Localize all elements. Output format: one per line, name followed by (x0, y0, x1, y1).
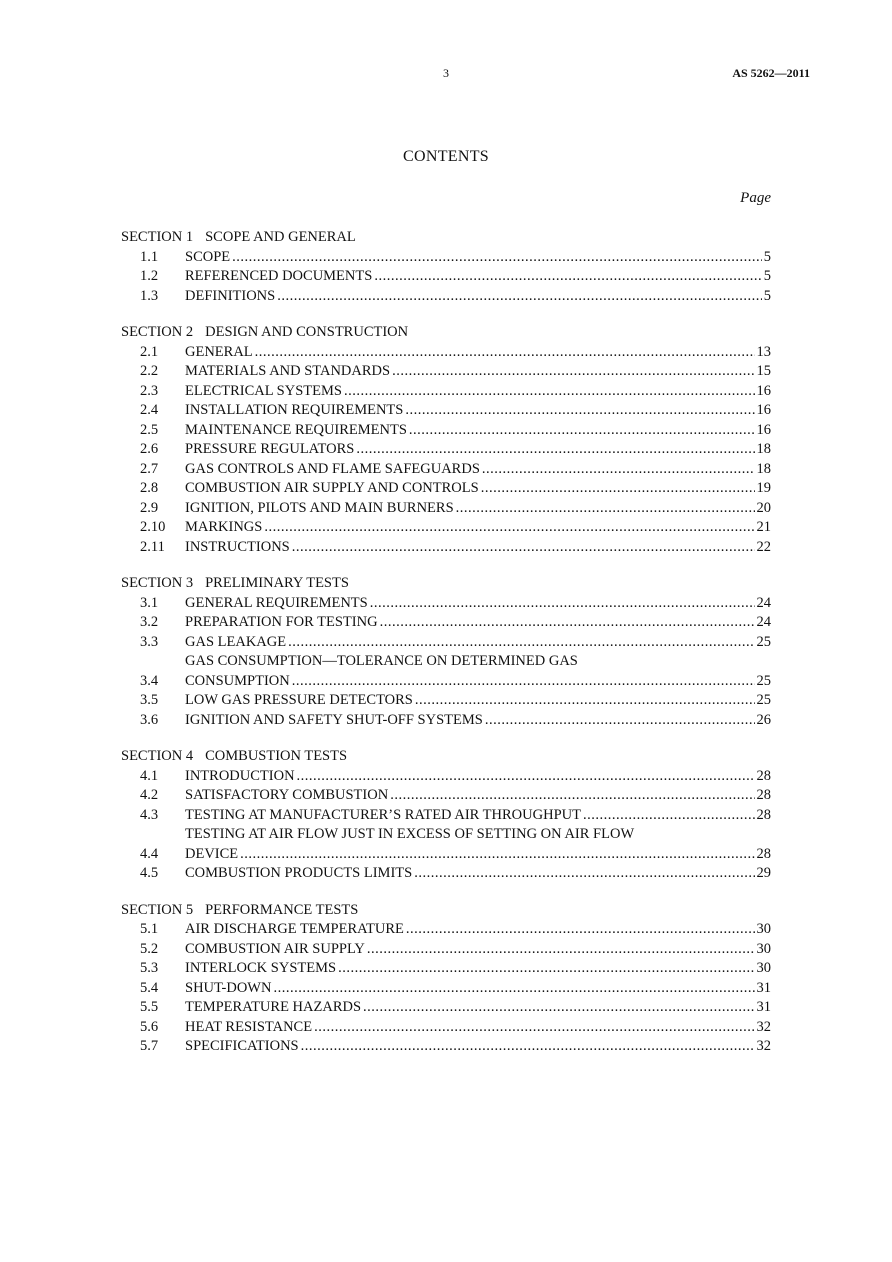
dot-leader (297, 767, 755, 787)
page-ref: 22 (756, 538, 771, 555)
toc-entry[interactable] (121, 940, 771, 960)
section-title: COMBUSTION TESTS (205, 748, 348, 764)
clause-number: 2.4 (140, 402, 159, 418)
clause-title: AIR DISCHARGE TEMPERATURE (185, 921, 404, 937)
section-heading (121, 228, 771, 248)
section-title: DESIGN AND CONSTRUCTION (205, 324, 409, 340)
standard-designation: AS 5262—2011 (732, 66, 810, 80)
section-heading (121, 901, 771, 921)
clause-number: 1.3 (140, 287, 159, 304)
toc-entry[interactable] (121, 864, 771, 884)
clause-title: COMBUSTION PRODUCTS LIMITS (185, 865, 413, 881)
clause-title: LOW GAS PRESSURE DETECTORS (185, 692, 413, 708)
page-ref: 30 (756, 940, 771, 957)
dot-leader (415, 691, 755, 711)
toc-entry[interactable] (121, 1018, 771, 1038)
toc-section (121, 323, 771, 557)
dot-leader (405, 401, 754, 421)
clause-number: 2.5 (140, 421, 159, 438)
toc-entry[interactable] (121, 825, 771, 864)
toc-entry[interactable] (121, 382, 771, 402)
dot-leader (264, 518, 754, 538)
section-number: SECTION 4 (121, 748, 194, 764)
clause-title-line: GAS CONSUMPTION—TOLERANCE ON DETERMINED GAS (185, 653, 578, 669)
section-number: SECTION 1 (121, 229, 194, 245)
section-number: SECTION 5 (121, 901, 194, 918)
toc-entry[interactable] (121, 613, 771, 633)
dot-leader (380, 613, 755, 633)
toc-entry[interactable] (121, 499, 771, 519)
clause-number: 1.1 (140, 248, 159, 265)
page-ref: 5 (763, 248, 771, 265)
clause-title: GENERAL REQUIREMENTS (185, 594, 368, 611)
clause-number: 2.1 (140, 343, 159, 360)
page-ref: 21 (756, 519, 771, 535)
section-number: SECTION 3 (121, 575, 194, 591)
dot-leader (292, 538, 755, 558)
toc-section (121, 747, 771, 884)
section-heading (121, 574, 771, 594)
clause-number: 3.6 (140, 711, 159, 728)
clause-number: 5.1 (140, 921, 159, 937)
page-ref: 5 (763, 268, 771, 284)
toc-entry[interactable] (121, 979, 771, 999)
page-ref: 13 (756, 343, 771, 360)
dot-leader (356, 440, 754, 460)
dot-leader (370, 594, 755, 614)
dot-leader (301, 1037, 755, 1057)
dot-leader (390, 786, 754, 806)
section-number: SECTION 2 (121, 324, 194, 340)
clause-number: 2.9 (140, 499, 159, 516)
page-ref: 25 (756, 692, 771, 708)
page-ref: 16 (756, 382, 771, 399)
clause-title: TESTING AT MANUFACTURER’S RATED AIR THROUGHPUT (185, 806, 581, 823)
clause-number: 3.3 (140, 633, 159, 650)
clause-number: 2.6 (140, 441, 159, 457)
page-ref: 30 (756, 921, 771, 937)
dot-leader (277, 287, 762, 307)
toc-entry[interactable] (121, 633, 771, 653)
clause-number: 3.2 (140, 614, 159, 630)
page-ref: 32 (756, 1018, 771, 1035)
clause-title: CONSUMPTION (185, 672, 290, 689)
toc-entry[interactable] (121, 362, 771, 382)
dot-leader (485, 711, 755, 731)
clause-title: IGNITION AND SAFETY SHUT-OFF SYSTEMS (185, 711, 483, 728)
dot-leader (374, 267, 761, 287)
clause-title: HEAT RESISTANCE (185, 1018, 313, 1035)
toc-section (121, 228, 771, 306)
toc-section (121, 901, 771, 1057)
dot-leader (273, 979, 754, 999)
clause-title: INSTALLATION REQUIREMENTS (185, 402, 404, 418)
toc-entry[interactable] (121, 786, 771, 806)
dot-leader (482, 460, 755, 480)
clause-title-line: TESTING AT AIR FLOW JUST IN EXCESS OF SETTING ON AIR FLOW (185, 826, 635, 842)
page-ref: 28 (756, 806, 771, 823)
dot-leader (232, 248, 762, 268)
page-ref: 30 (756, 960, 771, 976)
toc-entry[interactable] (121, 711, 771, 731)
toc-entry[interactable] (121, 343, 771, 363)
clause-title: SCOPE (185, 248, 231, 265)
toc-entry[interactable] (121, 652, 771, 691)
clause-title: COMBUSTION AIR SUPPLY AND CONTROLS (185, 480, 479, 496)
clause-title: DEFINITIONS (185, 287, 276, 304)
toc-entry[interactable] (121, 287, 771, 307)
clause-number: 3.5 (140, 692, 159, 708)
page-ref: 5 (763, 287, 771, 304)
dot-leader (456, 499, 755, 519)
page-ref: 24 (756, 614, 771, 630)
toc-entry[interactable] (121, 806, 771, 826)
page-ref: 20 (756, 499, 771, 516)
clause-title: INSTRUCTIONS (185, 538, 290, 555)
dot-leader (255, 343, 755, 363)
clause-title: PRESSURE REGULATORS (185, 441, 355, 457)
page-ref: 25 (756, 672, 771, 689)
clause-number: 2.2 (140, 363, 159, 379)
dot-leader (414, 864, 754, 884)
clause-title: COMBUSTION AIR SUPPLY (185, 940, 365, 957)
toc-entry[interactable] (121, 691, 771, 711)
clause-number: 3.4 (140, 672, 159, 689)
dot-leader (583, 806, 755, 826)
page-ref: 24 (756, 594, 771, 611)
table-of-contents (121, 228, 771, 1074)
clause-title: INTERLOCK SYSTEMS (185, 960, 337, 976)
dot-leader (481, 479, 755, 499)
clause-number: 2.7 (140, 460, 159, 477)
toc-section (121, 574, 771, 730)
page-number: 3 (443, 66, 449, 80)
clause-title: PREPARATION FOR TESTING (185, 614, 378, 630)
page-ref: 28 (756, 787, 771, 803)
toc-entry[interactable] (121, 998, 771, 1018)
toc-entry[interactable] (121, 421, 771, 441)
clause-title: SHUT-DOWN (185, 979, 272, 996)
dot-leader (314, 1018, 754, 1038)
clause-number: 5.4 (140, 979, 159, 996)
dot-leader (288, 633, 754, 653)
clause-title: MATERIALS AND STANDARDS (185, 363, 391, 379)
dot-leader (338, 959, 754, 979)
toc-entry[interactable] (121, 401, 771, 421)
page-ref: 16 (756, 421, 771, 438)
clause-number: 1.2 (140, 268, 159, 284)
clause-title: GENERAL (185, 343, 253, 360)
page-ref: 16 (756, 402, 771, 418)
clause-title: REFERENCED DOCUMENTS (185, 268, 373, 284)
page-ref: 32 (756, 1038, 771, 1054)
dot-leader (392, 362, 754, 382)
clause-number: 5.6 (140, 1018, 159, 1035)
page-ref: 25 (756, 633, 771, 650)
clause-title: INTRODUCTION (185, 767, 295, 784)
dot-leader (344, 382, 755, 402)
clause-title: MAINTENANCE REQUIREMENTS (185, 421, 407, 438)
page-column-label: Page (740, 190, 771, 206)
dot-leader (409, 421, 755, 441)
toc-entry[interactable] (121, 440, 771, 460)
clause-number: 5.7 (140, 1038, 159, 1054)
section-title: SCOPE AND GENERAL (205, 229, 356, 245)
page-ref: 26 (756, 711, 771, 728)
toc-entry[interactable] (121, 1037, 771, 1057)
section-heading (121, 323, 771, 343)
clause-title: ELECTRICAL SYSTEMS (185, 382, 342, 399)
clause-title: SPECIFICATIONS (185, 1038, 299, 1054)
clause-number: 5.5 (140, 999, 159, 1015)
toc-entry[interactable] (121, 594, 771, 614)
dot-leader (406, 920, 755, 940)
dot-leader (240, 845, 754, 865)
toc-entry[interactable] (121, 460, 771, 480)
clause-number: 2.10 (140, 519, 166, 535)
page-ref: 18 (756, 460, 771, 477)
page-title: CONTENTS (403, 148, 489, 165)
page-ref: 31 (756, 999, 771, 1015)
toc-entry[interactable] (121, 767, 771, 787)
clause-title: DEVICE (185, 845, 239, 862)
section-title: PERFORMANCE TESTS (205, 901, 359, 918)
toc-entry[interactable] (121, 248, 771, 268)
clause-title: IGNITION, PILOTS AND MAIN BURNERS (185, 499, 454, 516)
toc-entry[interactable] (121, 959, 771, 979)
section-heading (121, 747, 771, 767)
clause-number: 4.1 (140, 767, 159, 784)
toc-entry[interactable] (121, 538, 771, 558)
dot-leader (367, 940, 755, 960)
page-ref: 31 (756, 979, 771, 996)
toc-entry[interactable] (121, 518, 771, 538)
clause-number: 2.3 (140, 382, 159, 399)
clause-number: 4.5 (140, 865, 159, 881)
page-ref: 18 (756, 441, 771, 457)
toc-entry[interactable] (121, 479, 771, 499)
page-ref: 29 (756, 865, 771, 881)
clause-title: SATISFACTORY COMBUSTION (185, 787, 389, 803)
clause-number: 2.8 (140, 480, 159, 496)
clause-title: TEMPERATURE HAZARDS (185, 999, 362, 1015)
toc-entry[interactable] (121, 920, 771, 940)
clause-number: 4.3 (140, 806, 159, 823)
page-ref: 19 (756, 480, 771, 496)
toc-entry[interactable] (121, 267, 771, 287)
section-title: PRELIMINARY TESTS (205, 575, 349, 591)
clause-number: 5.3 (140, 960, 159, 976)
clause-title: GAS LEAKAGE (185, 633, 287, 650)
clause-number: 4.4 (140, 845, 159, 862)
dot-leader (292, 672, 755, 692)
dot-leader (363, 998, 754, 1018)
clause-number: 4.2 (140, 787, 159, 803)
clause-number: 3.1 (140, 594, 159, 611)
page-ref: 28 (756, 767, 771, 784)
clause-title: MARKINGS (185, 519, 263, 535)
page-ref: 15 (756, 363, 771, 379)
clause-title: GAS CONTROLS AND FLAME SAFEGUARDS (185, 460, 480, 477)
clause-number: 2.11 (140, 538, 165, 555)
clause-number: 5.2 (140, 940, 159, 957)
page-ref: 28 (756, 845, 771, 862)
